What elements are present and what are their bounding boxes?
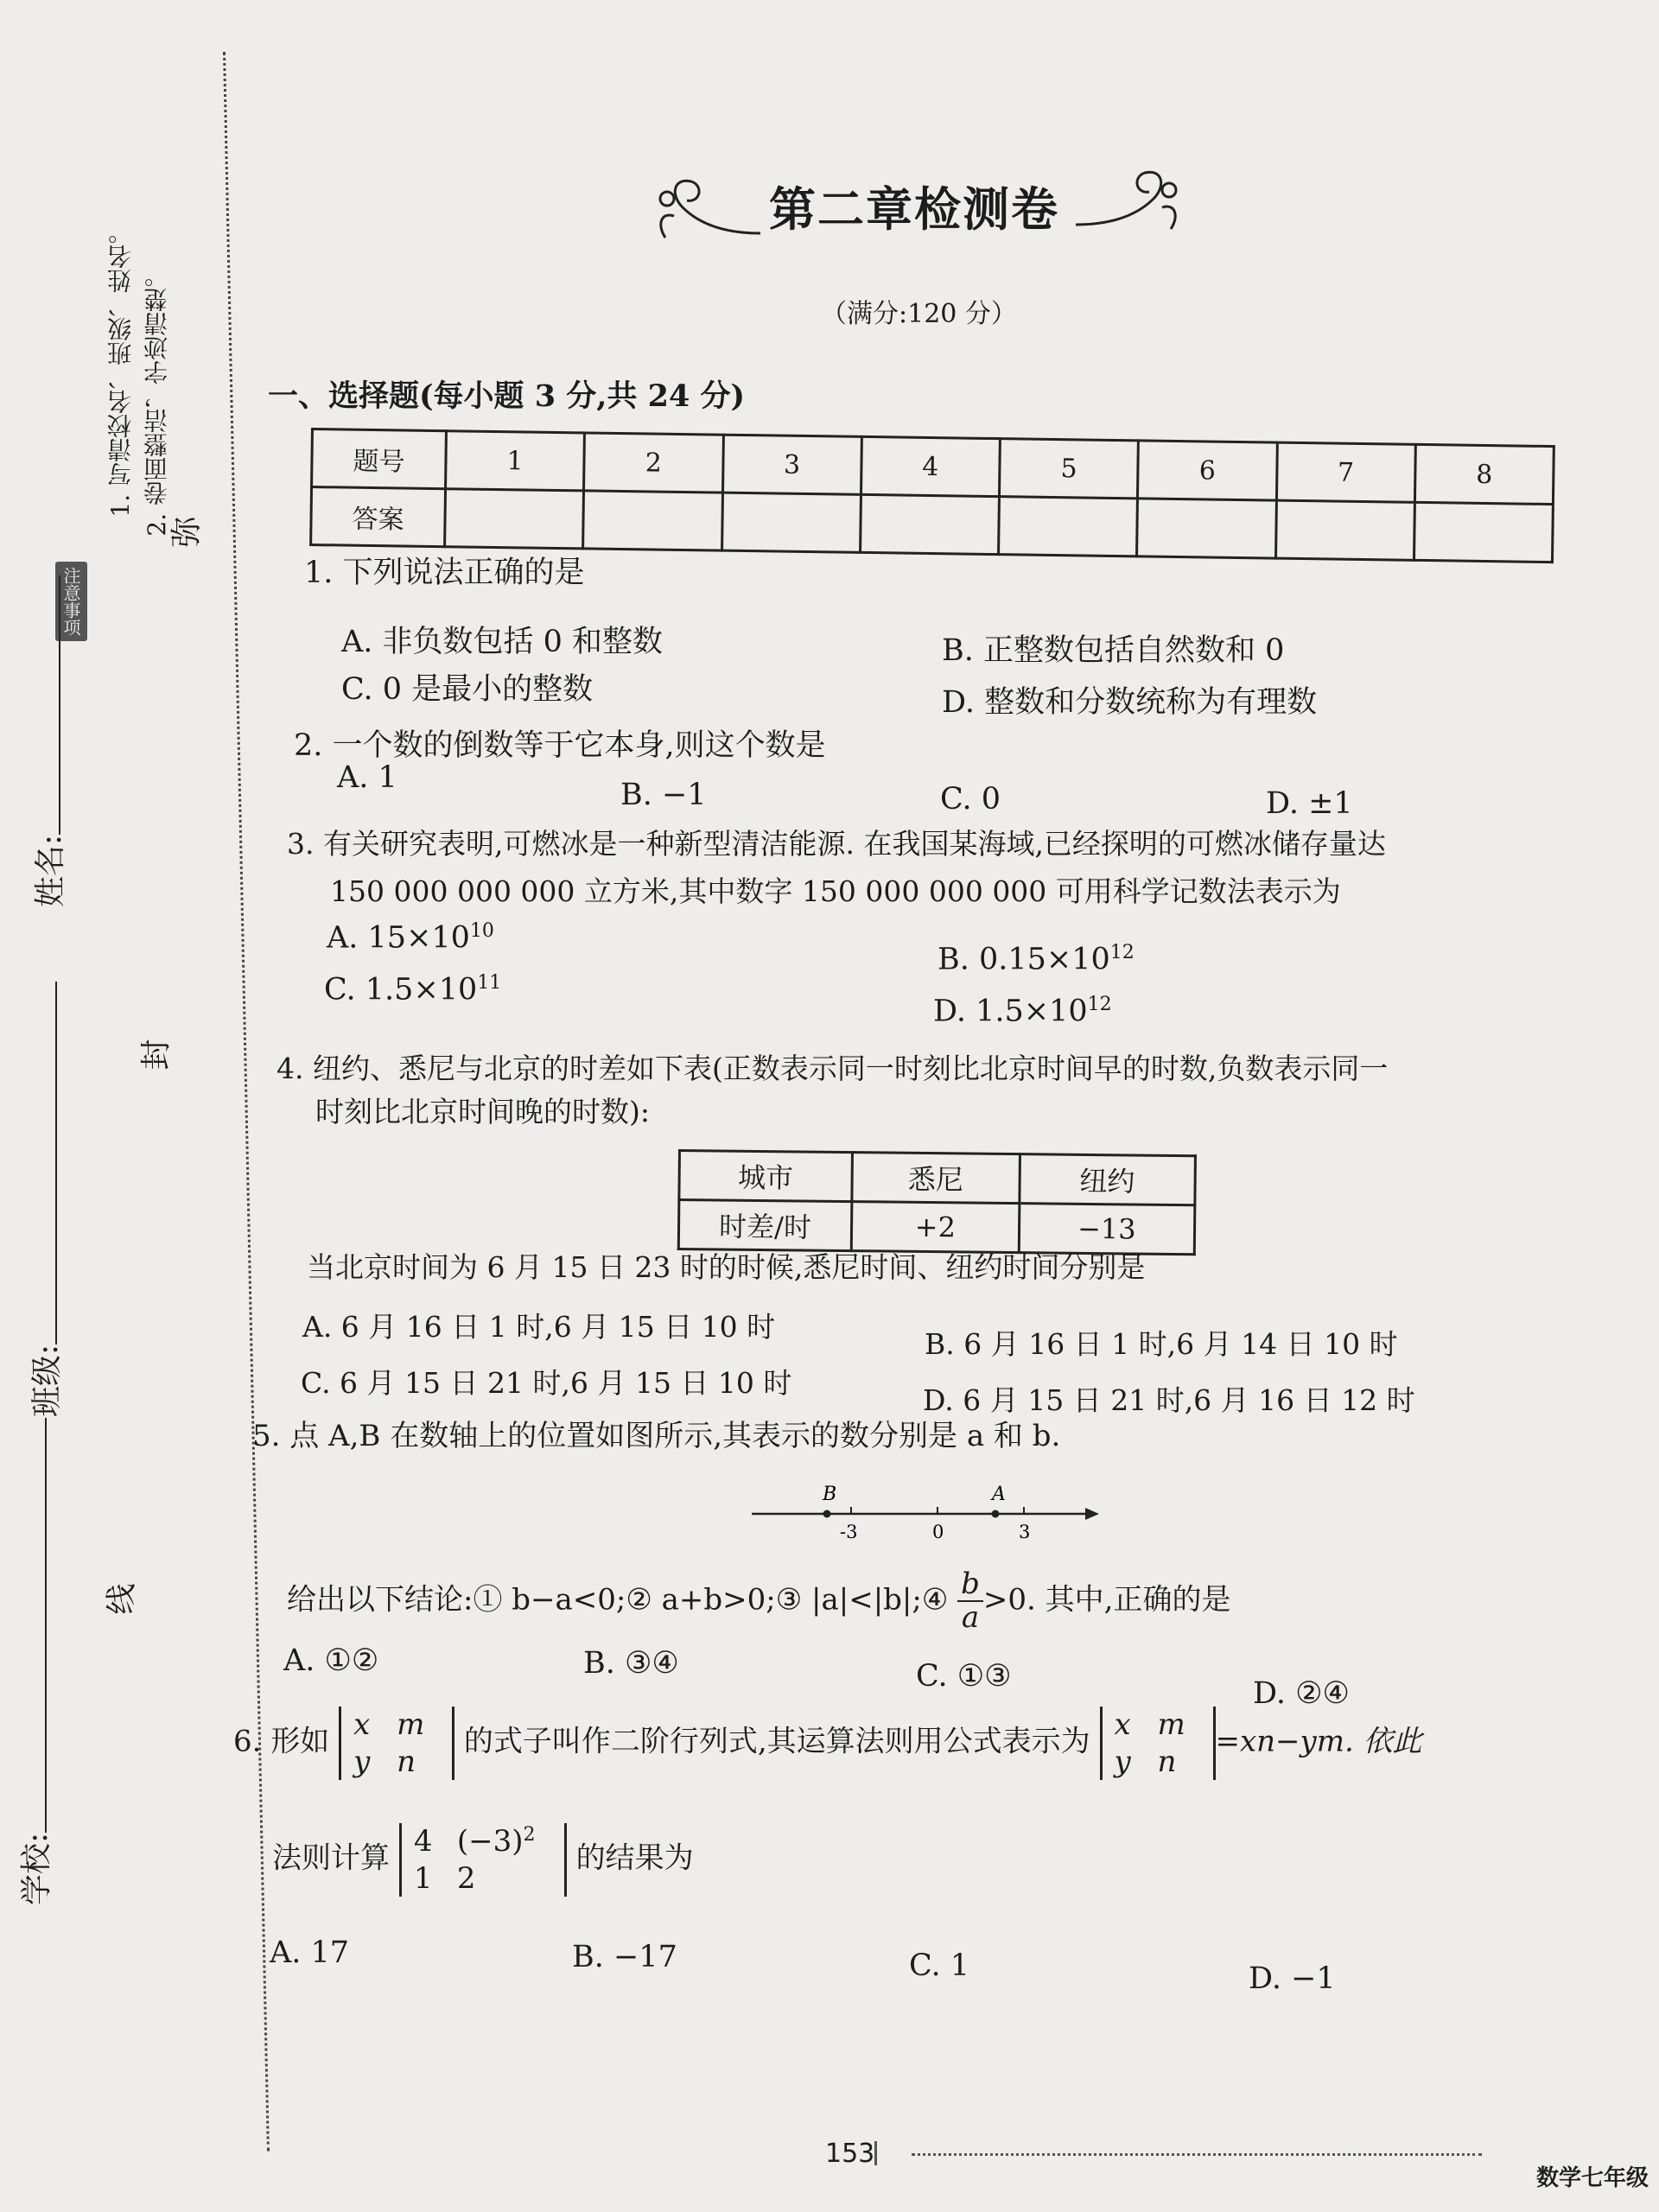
answer-cell[interactable] [999, 497, 1138, 556]
title-ornament-left-icon [648, 173, 769, 251]
number-line-arrow-icon [1085, 1508, 1099, 1520]
footer-dotted-rule [912, 2153, 1482, 2156]
grid-number: 4 [861, 436, 1000, 496]
q4-stem-line2: 时刻比北京时间晚的时数): [315, 1095, 650, 1128]
fraction-b-over-a: $\frac{b}{a}$ [957, 1568, 983, 1635]
binding-dotted-line [223, 52, 270, 2152]
answer-cell[interactable] [1414, 502, 1553, 562]
grid-number: 1 [446, 431, 585, 491]
q4-stem-line1: 4. 纽约、悉尼与北京的时差如下表(正数表示同一时刻比北京时间早的时数,负数表示同一 [276, 1052, 1389, 1085]
label-a: A [992, 1484, 1006, 1505]
q2-option-a[interactable]: A. 1 [337, 760, 397, 795]
q4-option-d[interactable]: D. 6 月 15 日 21 时,6 月 16 日 12 时 [923, 1383, 1415, 1417]
notice-item-2: 2. 卷面整洁，字迹清楚。 [143, 264, 171, 537]
seal-char-feng: 封 [138, 1039, 175, 1071]
q3-stem-line1: 3. 有关研究表明,可燃冰是一种新型清洁能源. 在我国某海域,已经探明的可燃冰储存量达 [287, 827, 1386, 861]
class-field[interactable] [55, 982, 57, 1344]
timezone-table [677, 1149, 1197, 1255]
tz-header-newyork: 纽约 [1019, 1154, 1195, 1205]
q1-option-d[interactable]: D. 整数和分数统称为有理数 [942, 685, 1318, 720]
q3-option-c[interactable]: C. $1.5\times 10^{11}$ [324, 972, 502, 1007]
determinant-1: x m y n [339, 1707, 454, 1780]
q1-option-b[interactable]: B. 正整数包括自然数和 0 [942, 633, 1285, 668]
grid-number: 3 [722, 435, 861, 494]
q4-option-c[interactable]: C. 6 月 15 日 21 时,6 月 15 日 10 时 [301, 1366, 792, 1400]
school-label: 学校: [12, 1418, 56, 1905]
q5-option-d[interactable]: D. ②④ [1253, 1676, 1350, 1711]
page-number: 153 [825, 2139, 875, 2169]
answer-cell[interactable] [583, 491, 722, 550]
q2-option-b[interactable]: B. −1 [620, 778, 707, 812]
q3-option-a[interactable]: A. $15\times 10^{10}$ [327, 920, 494, 956]
footer-divider [874, 2141, 877, 2165]
q6-line1: 6. 形如 x m y n 的式子叫作二阶行列式,其运算法则用公式表示为 x m y n=xn−ym. 依此 [233, 1707, 1422, 1779]
q1-stem: 1. 下列说法正确的是 [304, 556, 585, 590]
q3-stem-line2: 150 000 000 000 立方米,其中数字 150 000 000 000 可用科学记数法表示为 [330, 874, 1341, 908]
tz-header-city: 城市 [679, 1151, 853, 1202]
tz-value-sydney: +2 [851, 1202, 1019, 1253]
grid-number: 5 [999, 439, 1138, 499]
q3-option-b[interactable]: B. $0.15\times 10^{12}$ [938, 942, 1135, 977]
grid-label-number: 题号 [312, 429, 447, 489]
q2-option-c[interactable]: C. 0 [940, 782, 1001, 817]
q3-option-d[interactable]: D. $1.5\times 10^{12}$ [933, 994, 1112, 1029]
notice-title: 注意事项 [55, 562, 87, 641]
q2-option-d[interactable]: D. ±1 [1266, 786, 1353, 821]
grid-number: 7 [1276, 442, 1415, 502]
class-label: 班级: [22, 982, 67, 1417]
name-label: 姓名: [26, 575, 70, 907]
q4-question: 当北京时间为 6 月 15 日 23 时的时候,悉尼时间、纽约时间分别是 [307, 1250, 1146, 1284]
q1-option-a[interactable]: A. 非负数包括 0 和整数 [341, 625, 664, 659]
grid-number: 6 [1138, 441, 1277, 500]
section-heading: 一、选择题(每小题 3 分,共 24 分) [268, 378, 746, 414]
point-a [992, 1510, 1000, 1518]
answer-cell[interactable] [1275, 500, 1414, 560]
q2-stem: 2. 一个数的倒数等于它本身,则这个数是 [294, 728, 826, 763]
school-field[interactable] [45, 1418, 47, 1833]
grid-number: 2 [584, 433, 723, 493]
q6-line2: 法则计算 4 $(-3)^2$ 1 2 的结果为 [272, 1824, 694, 1896]
q4-option-b[interactable]: B. 6 月 16 日 1 时,6 月 14 日 10 时 [925, 1327, 1398, 1361]
q1-option-c[interactable]: C. 0 是最小的整数 [341, 672, 594, 707]
answer-cell[interactable] [721, 493, 861, 552]
tick-label-3: 3 [1019, 1522, 1031, 1542]
title-ornament-right-icon [1067, 164, 1188, 242]
seal-char-xian: 线 [104, 1583, 140, 1615]
tick-label-0: 0 [932, 1522, 944, 1542]
q6-option-a[interactable]: A. 17 [270, 1936, 350, 1970]
seal-char-mi: 弥 [168, 516, 205, 548]
tz-value-newyork: −13 [1019, 1204, 1195, 1255]
answer-cell[interactable] [1137, 499, 1276, 558]
grid-number: 8 [1414, 444, 1554, 504]
q5-option-c[interactable]: C. ①③ [916, 1659, 1012, 1694]
q5-conclusions: 给出以下结论:① b−a<0;② a+b>0;③ |a|<|b|;④ $\frac{b}{a}>0$. 其中,正确的是 [287, 1567, 1231, 1636]
determinant-2: x m y n [1100, 1707, 1216, 1780]
page-title: 第二章检测卷 [769, 181, 1059, 237]
q5-option-a[interactable]: A. ①② [283, 1643, 379, 1678]
tz-row-label: 时差/时 [678, 1200, 852, 1251]
point-b [823, 1510, 831, 1518]
book-label: 数学七年级 [1536, 2165, 1649, 2191]
label-b: B [823, 1484, 837, 1505]
q6-option-b[interactable]: B. −17 [572, 1940, 677, 1974]
q5-stem: 5. 点 A,B 在数轴上的位置如图所示,其表示的数分别是 a 和 b. [252, 1419, 1061, 1453]
q4-option-a[interactable]: A. 6 月 16 日 1 时,6 月 15 日 10 时 [302, 1310, 776, 1344]
answer-grid [309, 428, 1555, 563]
q6-option-c[interactable]: C. 1 [909, 1948, 970, 1983]
tz-header-sydney: 悉尼 [852, 1153, 1020, 1204]
tick-label-minus3: -3 [840, 1522, 858, 1542]
determinant-3: 4 $(-3)^2$ 1 2 [399, 1823, 567, 1897]
answer-cell[interactable] [860, 494, 999, 554]
number-line-figure [743, 1469, 1106, 1555]
q5-option-b[interactable]: B. ③④ [583, 1646, 679, 1681]
name-field[interactable] [59, 575, 60, 835]
notice-item-1: 1. 写清校名、班级、姓名。 [106, 220, 135, 518]
q6-option-d[interactable]: D. −1 [1249, 1961, 1336, 1996]
answer-cell[interactable] [445, 489, 584, 549]
full-score: （满分:120 分） [821, 299, 1017, 329]
grid-label-answer: 答案 [311, 487, 446, 547]
